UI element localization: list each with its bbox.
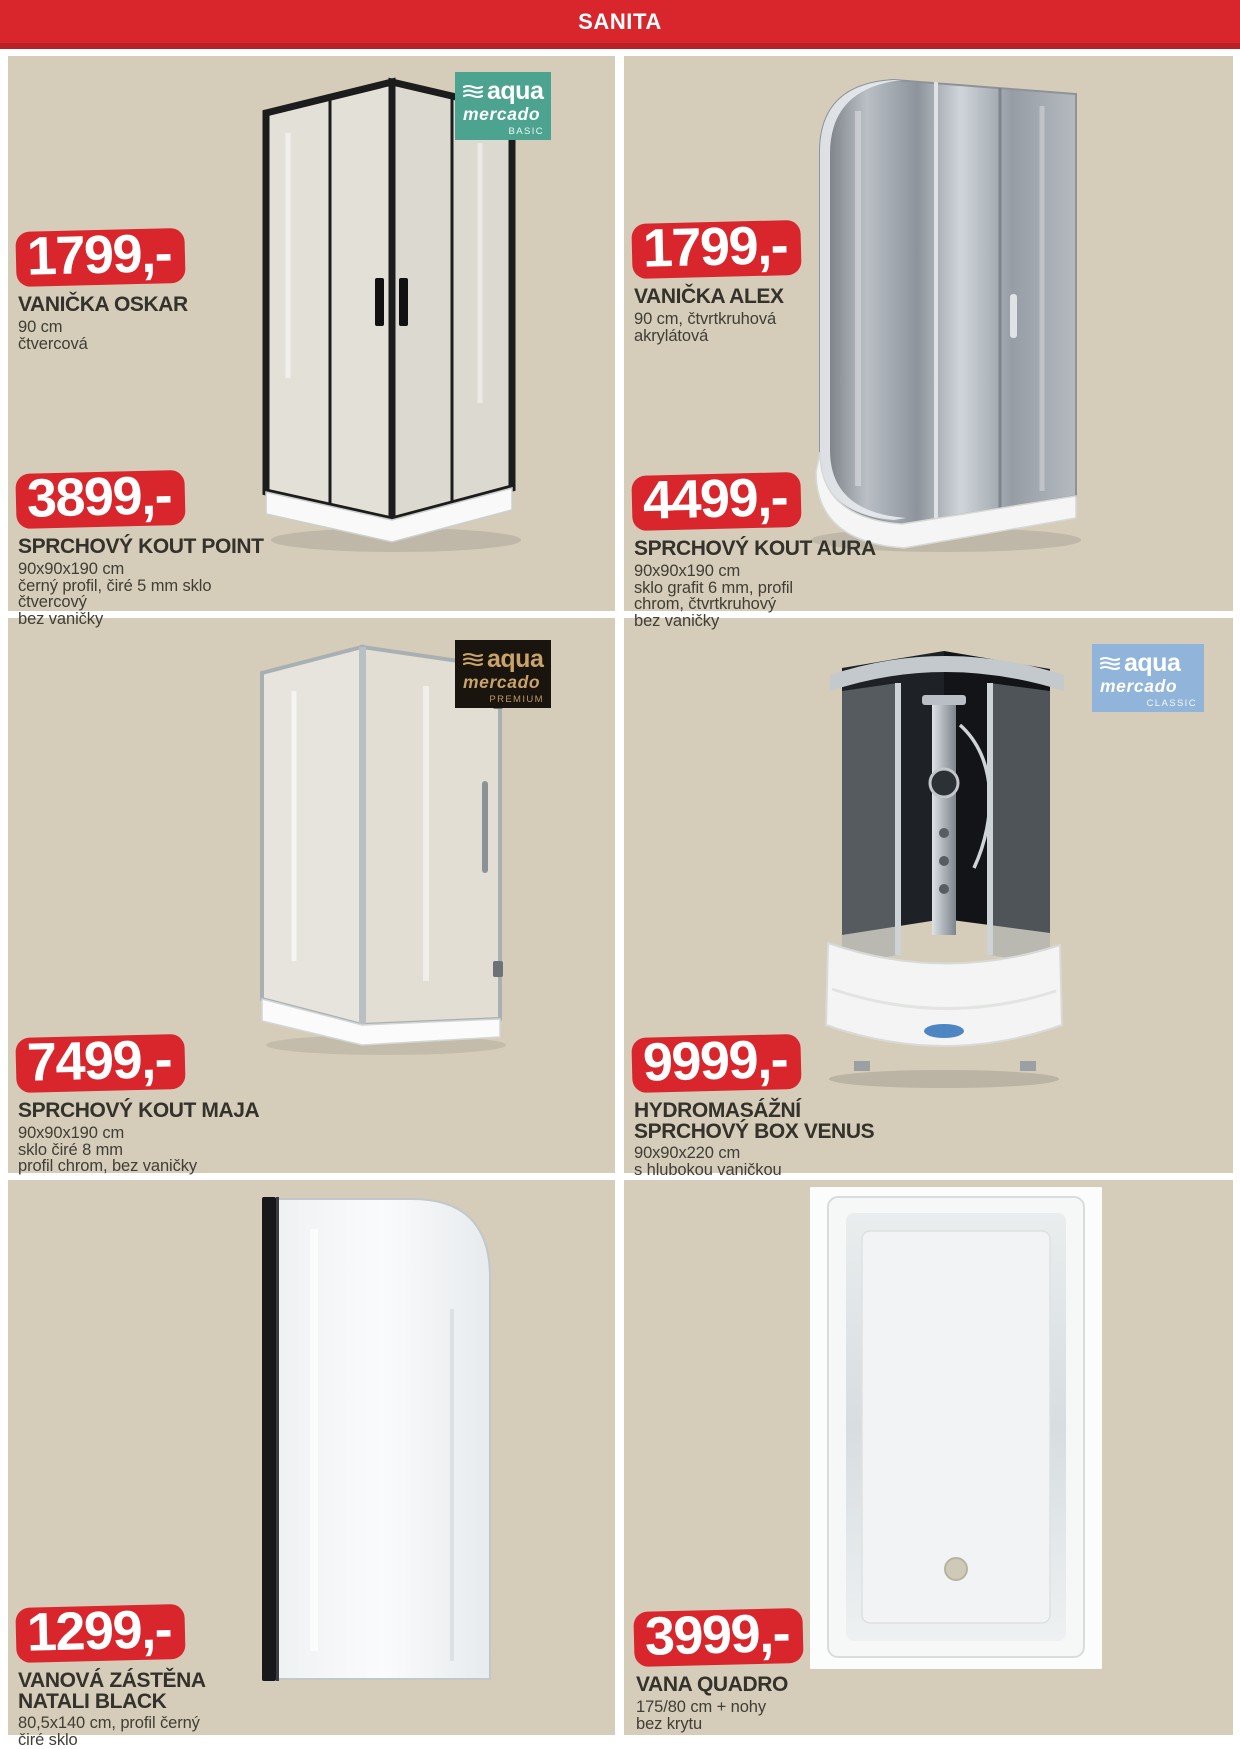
product-spec: chrom, čtvrtkruhový [634,595,777,614]
price-badge: 4499,- [631,472,801,531]
aqua-mercado-premium-badge [455,640,551,708]
product-spec: 90x90x220 cm [634,1144,741,1163]
product-cell-natali-black [8,1180,615,1749]
offer-sprchovy-kout-aura [632,467,972,630]
product-cell-oskar-point [8,56,615,628]
product-name: VANIČKA OSKAR [18,293,188,317]
offer-sprchovy-kout-point [16,465,356,628]
offer-sprchovy-kout-maja [16,1029,356,1176]
aqua-mercado-classic-badge [1092,644,1204,712]
product-spec: 90x90x190 cm [18,559,125,578]
product-spec: čtvercový [18,593,87,612]
product-name: VANIČKA ALEX [634,285,784,309]
product-grid [0,49,1240,1749]
product-spec: sklo čiré 8 mm [18,1140,123,1159]
price-badge: 3899,- [15,470,185,529]
offer-vanicka-alex [632,215,972,345]
brand-name-mercado: mercado [463,104,541,124]
brand-tier-label: PREMIUM [489,693,544,705]
product-spec: 90x90x190 cm [634,561,741,580]
product-spec: čiré sklo [18,1731,78,1749]
product-name: SPRCHOVÝ KOUT AURA [634,537,876,561]
product-cell-venus [624,618,1233,1180]
brand-tier-label: CLASSIC [1146,697,1197,709]
brand-name-aqua: aqua [487,77,544,105]
price-badge: 3999,- [633,1608,803,1667]
aqua-waves-icon [462,652,484,668]
page-header [0,0,1240,49]
brand-name-aqua: aqua [1124,649,1181,677]
aqua-waves-icon [1099,656,1121,672]
product-spec: černý profil, čiré 5 mm sklo [18,576,212,595]
product-name: HYDROMASÁŽNÍ SPRCHOVÝ BOX VENUS [634,1099,875,1143]
product-spec: 90 cm, čtvrtkruhová [634,309,777,328]
product-spec: sklo grafit 6 mm, profil [634,578,793,597]
product-spec: s hlubokou vaničkou [634,1161,782,1180]
page-title: SANITA [578,8,662,34]
offer-vanova-zastena-natali [16,1599,356,1749]
product-spec: bez krytu [636,1714,703,1733]
brand-name-mercado: mercado [1100,676,1178,696]
hydromassage-box-photo [792,633,1092,1093]
product-spec: 175/80 cm + nohy [636,1697,767,1716]
price-badge: 1799,- [15,228,185,287]
offer-box-venus [632,1029,972,1180]
offer-vana-quadro [634,1603,974,1733]
product-spec: profil chrom, bez vaničky [18,1157,198,1176]
product-name: VANA QUADRO [636,1673,788,1697]
product-spec: 80,5x140 cm, profil černý [18,1714,200,1733]
product-spec: akrylátová [634,326,709,345]
aqua-waves-icon [462,84,484,100]
brand-tier-label: BASIC [508,125,544,137]
product-spec: 90 cm [18,317,63,336]
aqua-mercado-basic-badge [455,72,551,140]
product-spec: čtvercová [18,334,88,353]
product-spec: bez vaničky [634,611,720,630]
price-badge: 9999,- [631,1034,801,1093]
brand-name-mercado: mercado [463,672,541,692]
price-badge: 7499,- [15,1034,185,1093]
product-cell-maja [8,618,615,1176]
bathtub-photo [806,1187,1106,1679]
product-cell-vana-quadro [624,1180,1233,1735]
offer-vanicka-oskar [16,223,356,353]
product-spec: 90x90x190 cm [18,1123,125,1142]
product-cell-alex-aura [624,56,1233,630]
product-name: VANOVÁ ZÁSTĚNA NATALI BLACK [18,1669,205,1713]
brand-name-aqua: aqua [487,645,544,673]
price-badge: 1799,- [631,220,801,279]
product-name: SPRCHOVÝ KOUT MAJA [18,1099,260,1123]
product-name: SPRCHOVÝ KOUT POINT [18,535,264,559]
price-badge: 1299,- [15,1604,185,1663]
product-spec: bez vaničky [18,609,104,628]
